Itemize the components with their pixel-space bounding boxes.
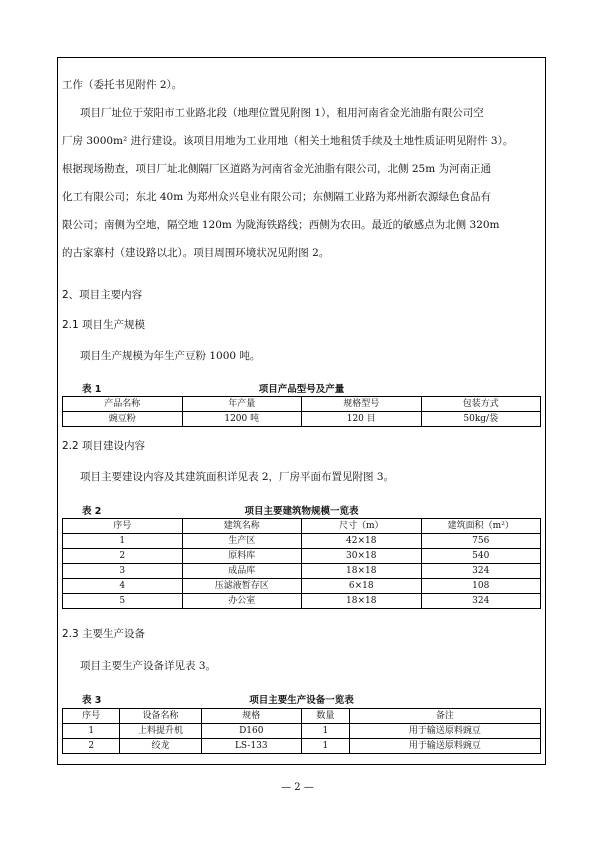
table-cell: 324 [421, 564, 541, 579]
paragraph-line: 项目生产规模为年生产豆粉 1000 吨。 [80, 350, 261, 362]
table-header-cell: 数量 [301, 709, 349, 724]
table-cell: 生产区 [182, 534, 302, 549]
product-table [62, 396, 541, 427]
table-header-row [63, 519, 541, 534]
table-cell: 绞龙 [120, 739, 201, 754]
table-header-cell: 备注 [349, 709, 540, 724]
paragraph-line: 化工有限公司；东北 40m 为郑州众兴皂业有限公司；东侧隔工业路为郑州新农源绿色食品有 [62, 191, 491, 203]
table-cell: 1 [301, 739, 349, 754]
table-cell: 324 [421, 594, 541, 609]
table-cell: 成品库 [182, 564, 302, 579]
table-label: 表 1 [82, 384, 102, 395]
paragraph-line: 项目厂址位于荥阳市工业路北段（地理位置见附图 1），租用河南省金光油脂有限公司空 [80, 107, 484, 119]
table-label: 表 2 [82, 506, 102, 517]
paragraph-line: 的古家寨村（建设路以北）。项目周围环境状况见附图 2。 [62, 247, 330, 259]
subsection-heading: 2.3 主要生产设备 [62, 628, 146, 640]
table-cell: 1 [63, 534, 183, 549]
table-row [63, 412, 541, 427]
table-cell: 1 [301, 724, 349, 739]
table-header-row [63, 709, 541, 724]
table-cell: 5 [63, 594, 183, 609]
table-header-cell: 建筑名称 [182, 519, 302, 534]
paragraph-line: 限公司；南侧为空地，隔空地 120m 为陇海铁路线；西侧为农田。最近的敏感点为北侧 320m [62, 219, 500, 231]
table-header-row [63, 397, 541, 412]
table-header-cell: 设备名称 [120, 709, 201, 724]
table-row [63, 534, 541, 549]
table-header-cell: 尺寸（m） [302, 519, 422, 534]
table-header-cell: 建筑面积（m²） [421, 519, 541, 534]
equipment-table [62, 708, 541, 754]
table-header-cell: 年产量 [182, 397, 302, 412]
table-cell: LS-133 [201, 739, 301, 754]
table-row [63, 594, 541, 609]
table-cell: 2 [63, 549, 183, 564]
subsection-heading: 2.1 项目生产规模 [62, 319, 146, 331]
table-cell: 50kg/袋 [421, 412, 541, 427]
subsection-heading: 2.2 项目建设内容 [62, 440, 146, 452]
table-cell: 用于输送原料豌豆 [349, 739, 540, 754]
table-title: 项目主要建筑物规模一览表 [244, 506, 359, 517]
table-cell: 120 目 [302, 412, 422, 427]
section-heading: 2、项目主要内容 [62, 289, 143, 301]
table-title: 项目产品型号及产量 [258, 384, 345, 395]
table-cell: 6×18 [302, 579, 422, 594]
table-cell: 用于输送原料豌豆 [349, 724, 540, 739]
table-cell: 540 [421, 549, 541, 564]
table-row [63, 564, 541, 579]
table-header-cell: 规格 [201, 709, 301, 724]
table-row [63, 724, 541, 739]
table-header-cell: 序号 [63, 709, 120, 724]
table-header-cell: 产品名称 [63, 397, 183, 412]
paragraph-line: 项目主要建设内容及其建筑面积详见表 2，厂房平面布置见附图 3。 [80, 471, 395, 483]
table-cell: 2 [63, 739, 120, 754]
paragraph-line: 根据现场勘查，项目厂址北侧隔厂区道路为河南省金光油脂有限公司，北侧 25m 为河南正通 [62, 163, 491, 175]
table-cell: 原料库 [182, 549, 302, 564]
paragraph-line: 厂房 3000m² 进行建设。该项目用地为工业用地（相关土地租赁手续及土地性质证明见附件 3）。 [62, 135, 514, 147]
table-cell: 108 [421, 579, 541, 594]
table-cell: 1 [63, 724, 120, 739]
table-cell: 42×18 [302, 534, 422, 549]
table-cell: 30×18 [302, 549, 422, 564]
table-header-cell: 规格型号 [302, 397, 422, 412]
table-header-cell: 序号 [63, 519, 183, 534]
table-title: 项目主要生产设备一览表 [249, 695, 354, 706]
table-row [63, 549, 541, 564]
table-cell: 上料提升机 [120, 724, 201, 739]
table-cell: 1200 吨 [182, 412, 302, 427]
table-cell: 豌豆粉 [63, 412, 183, 427]
table-cell: 3 [63, 564, 183, 579]
table-cell: 4 [63, 579, 183, 594]
table-row [63, 579, 541, 594]
table-cell: 18×18 [302, 594, 422, 609]
table-header-cell: 包装方式 [421, 397, 541, 412]
page-number: — 2 — [281, 782, 314, 793]
table-cell: D160 [201, 724, 301, 739]
building-table [62, 518, 541, 609]
table-label: 表 3 [82, 695, 102, 706]
table-cell: 办公室 [182, 594, 302, 609]
paragraph-line: 工作（委托书见附件 2）。 [62, 79, 183, 91]
table-cell: 756 [421, 534, 541, 549]
paragraph-line: 项目主要生产设备详见表 3。 [80, 660, 217, 672]
table-cell: 18×18 [302, 564, 422, 579]
table-cell: 压滤液暂存区 [182, 579, 302, 594]
table-row [63, 739, 541, 754]
